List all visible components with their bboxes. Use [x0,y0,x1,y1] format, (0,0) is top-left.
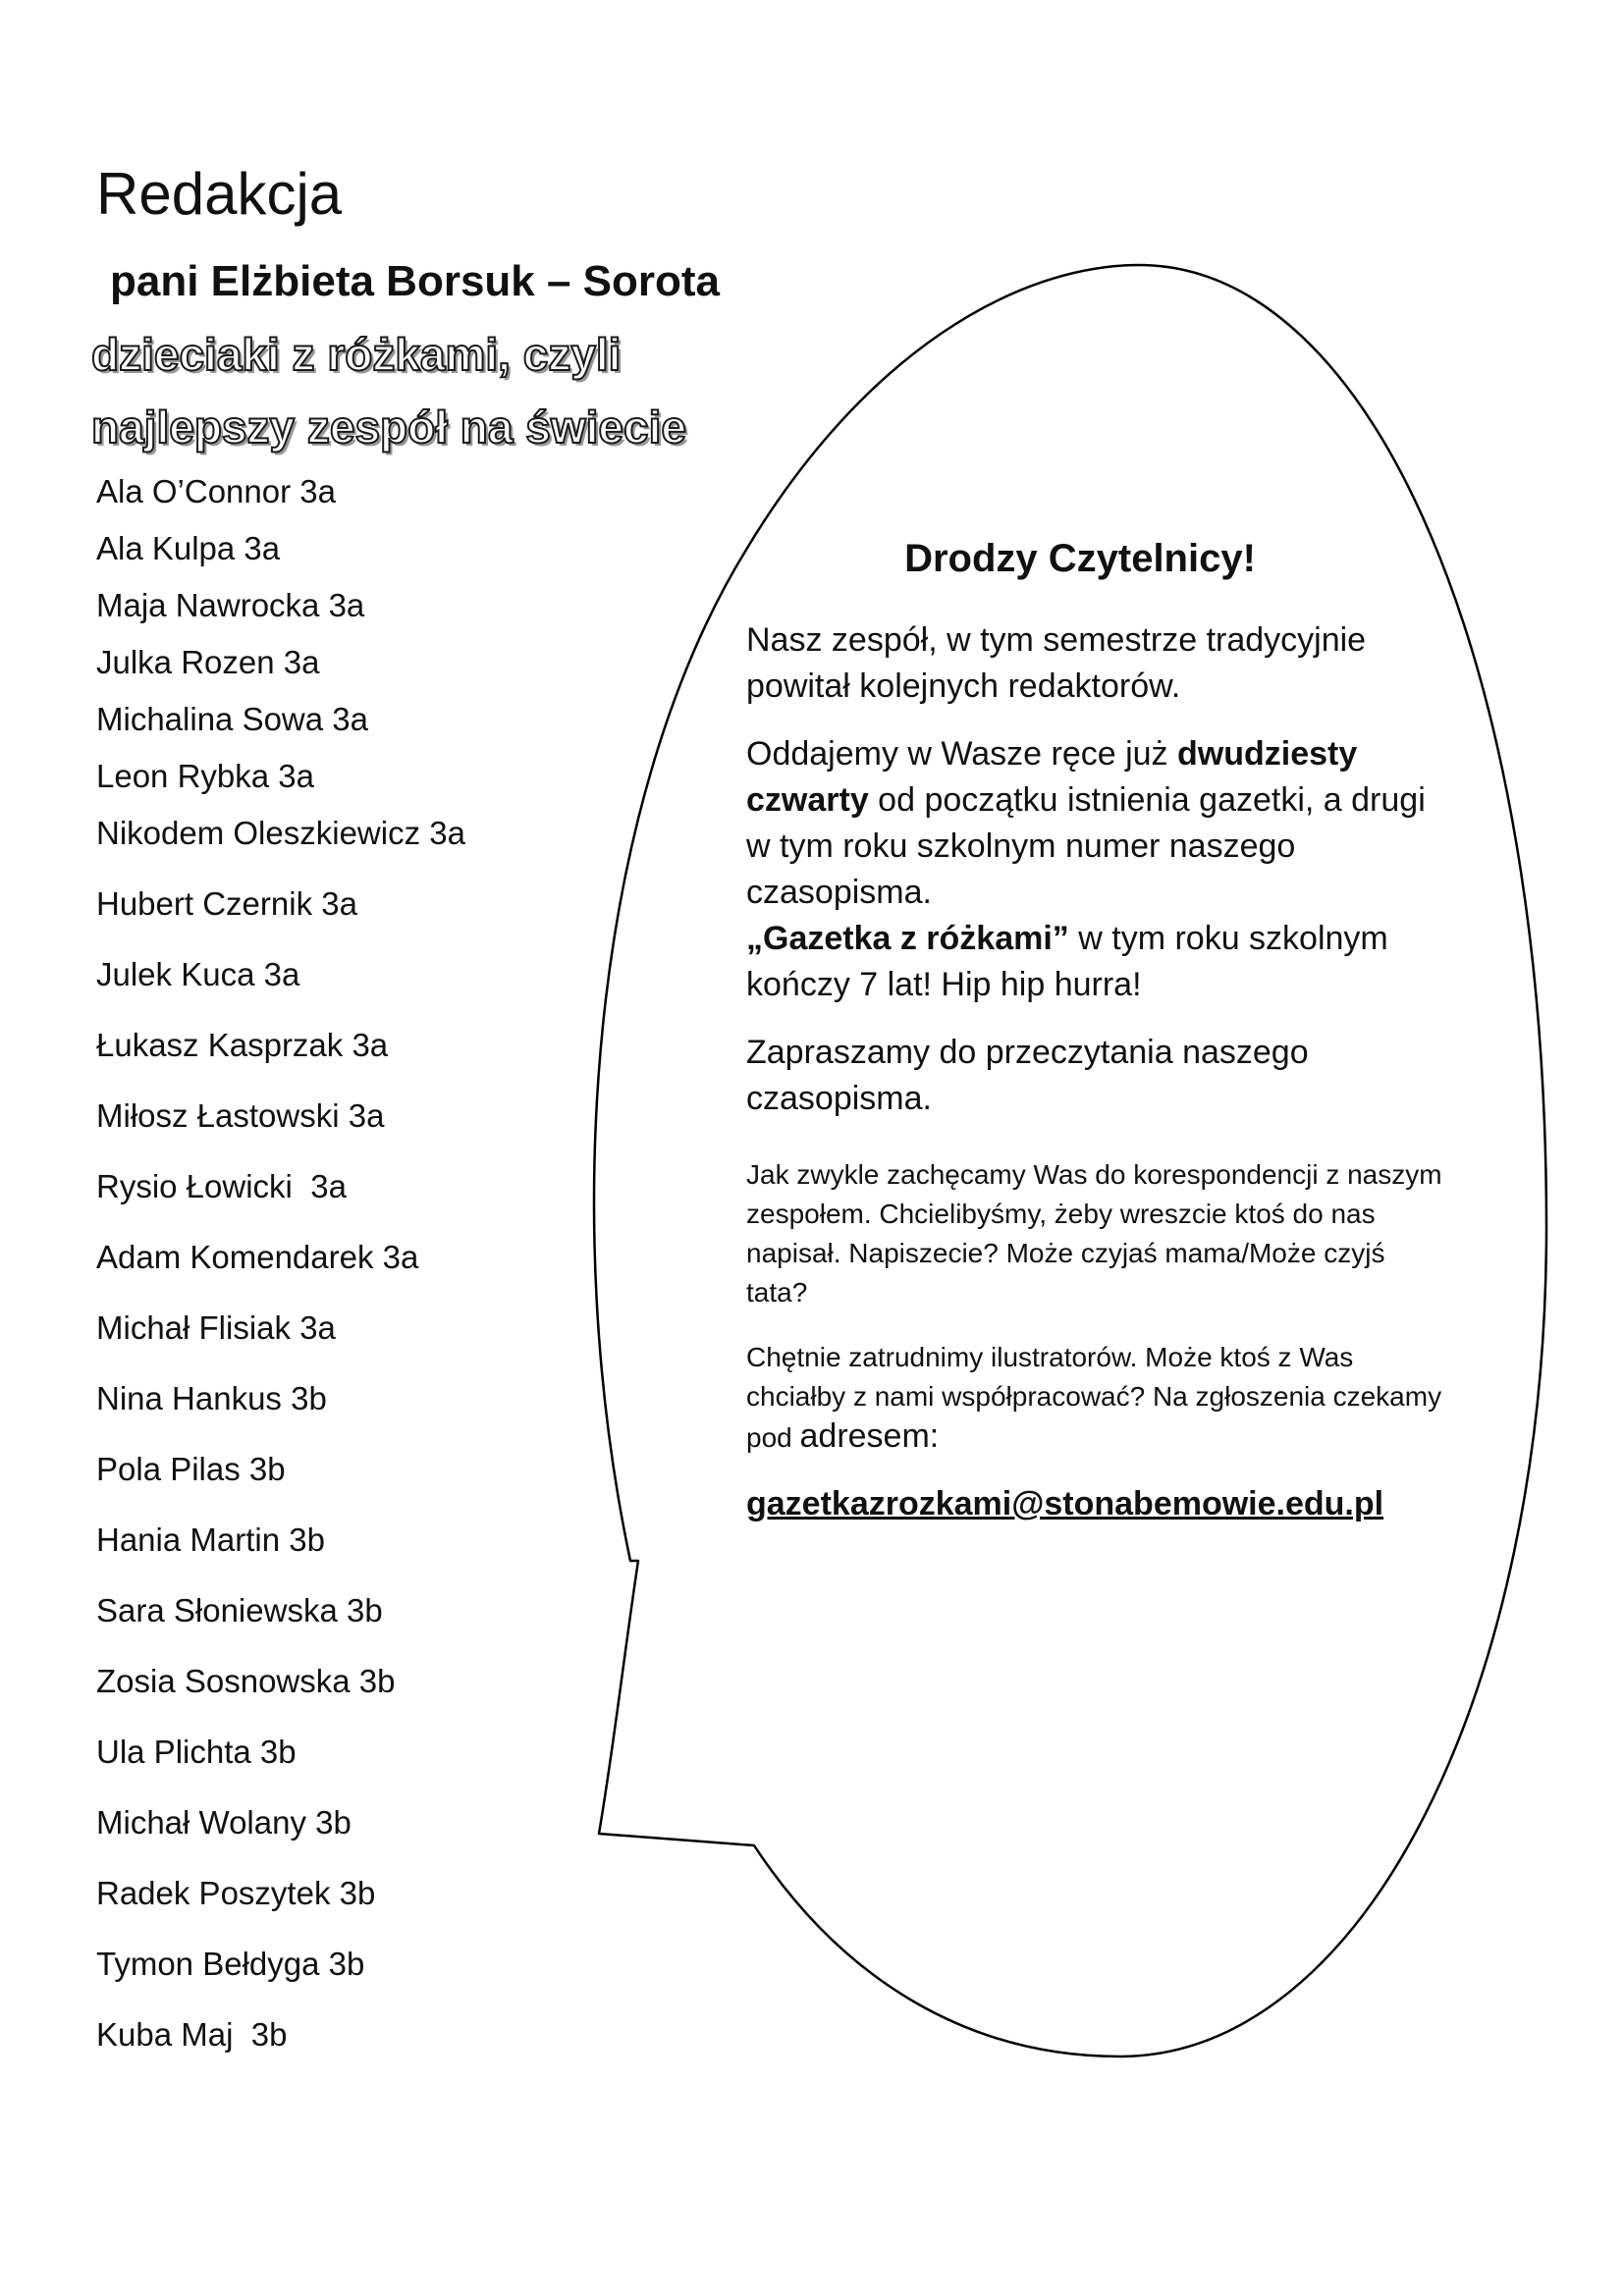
team-member: Ula Plichta 3b [96,1734,297,1770]
text-fragment: Oddajemy w Wasze ręce już [746,735,1177,773]
team-member: Kuba Maj 3b [96,2016,288,2053]
team-member: Pola Pilas 3b [96,1451,286,1487]
team-member: Ala Kulpa 3a [96,530,281,566]
team-member: Radek Poszytek 3b [96,1875,376,1911]
editor-name: pani Elżbieta Borsuk – Sorota [110,257,721,305]
team-member: Rysio Łowicki 3a [96,1168,347,1204]
team-wordart-line-1: dzieciaki z różkami, czyli [91,329,622,380]
letter-correspondence: Jak zwykle zachęcamy Was do korespondencji z naszym zespołem. Chcielibyśmy, żeby wreszcie ktoś do nas napisał. Napiszecie? Może czyjaś mama/Może czyjś tata? [746,1159,1442,1308]
team-member: Leon Rybka 3a [96,758,314,794]
editorial-letter [746,535,1453,1527]
team-member: Hania Martin 3b [96,1522,325,1558]
text-fragment: adresem: [799,1417,940,1455]
team-member: Nikodem Oleszkiewicz 3a [96,815,465,851]
team-member: Julek Kuca 3a [96,956,300,992]
team-member: Michał Wolany 3b [96,1804,352,1841]
text-fragment: Chętnie zatrudnimy ilustratorów. Może ktoś z Was chciałby z nami współpracować? Na zgłoszenia czekamy pod [746,1342,1442,1453]
letter-invitation: Zapraszamy do przeczytania naszego czasopisma. [746,1034,1309,1117]
contact-email-row [746,1481,1453,1527]
team-member: Hubert Czernik 3a [96,885,357,922]
team-member: Michał Flisiak 3a [96,1309,336,1346]
team-member: Julka Rozen 3a [96,644,320,680]
team-wordart-line-2: najlepszy zespół na świecie [91,401,686,453]
team-member: Zosia Sosnowska 3b [96,1663,396,1699]
newsletter-name: „Gazetka z różkami” [746,920,1069,957]
page-title: Redakcja [96,161,343,227]
letter-illustrators [746,1338,1453,1458]
letter-main-paragraph [746,731,1453,1008]
text-fragment: od początku istnienia gazetki, a drugi w tym roku szkolnym numer naszego czasopisma. [746,781,1426,911]
team-member: Michalina Sowa 3a [96,701,368,737]
letter-heading: Drodzy Czytelnicy! [904,537,1256,580]
letter-intro: Nasz zespół, w tym semestrze tradycyjnie powitał kolejnych redaktorów. [746,621,1367,705]
team-member: Tymon Bełdyga 3b [96,1946,365,1982]
team-member: Miłosz Łastowski 3a [96,1097,385,1134]
issue-number: dwudziesty czwarty [746,735,1358,819]
team-member: Ala O’Connor 3a [96,473,336,509]
team-member: Sara Słoniewska 3b [96,1592,383,1629]
contact-email-link[interactable]: gazetkazrozkami@stonabemowie.edu.pl [746,1485,1384,1522]
team-member: Maja Nawrocka 3a [96,587,365,623]
team-member: Nina Hankus 3b [96,1380,327,1416]
team-member: Łukasz Kasprzak 3a [96,1027,389,1063]
text-fragment: w tym roku szkolnym kończy 7 lat! Hip hip hurra! [746,920,1388,1003]
team-member: Adam Komendarek 3a [96,1239,419,1275]
